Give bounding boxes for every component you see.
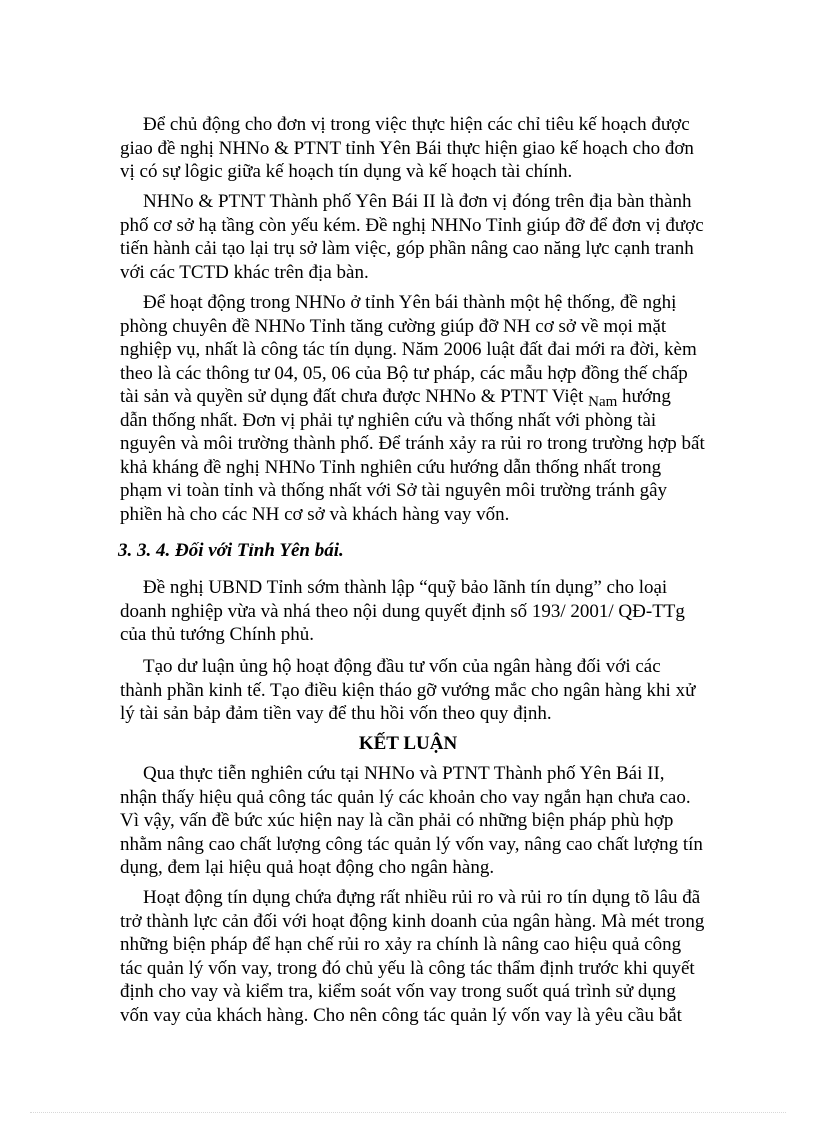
paragraph-1-line-1: Để chủ động cho đơn vị trong việc thực hiện các chỉ tiêu kế hoạch được	[143, 114, 690, 135]
paragraph-2-line-2: phố cơ sở hạ tầng còn yếu kém. Đề nghị NHNo Tỉnh giúp đỡ để đơn vị được	[120, 215, 704, 236]
paragraph-1-line-3: vị có sự lôgic giữa kế hoạch tín dụng và kế hoạch tài chính.	[120, 161, 573, 182]
paragraph-7-line-2: trở thành lực cản đối với hoạt động kinh doanh của ngân hàng. Mà mét trong	[120, 911, 705, 932]
paragraph-6-line-1: Qua thực tiễn nghiên cứu tại NHNo và PTNT Thành phố Yên Bái II,	[143, 763, 665, 784]
paragraph-3-line-5-tail: hướng	[617, 386, 671, 407]
paragraph-7-line-1: Hoạt động tín dụng chứa đựng rất nhiều rủi ro và rủi ro tín dụng tõ lâu đã	[143, 887, 701, 908]
section-heading: 3. 3. 4. Đối với Tỉnh Yên bái.	[118, 540, 344, 561]
paragraph-5-line-3: lý tài sản bảp đảm tiền vay để thu hồi vốn theo quy định.	[120, 703, 552, 724]
paragraph-3-line-10: phiền hà cho các NH cơ sở và khách hàng vay vốn.	[120, 504, 510, 525]
paragraph-7-line-5: định cho vay và kiểm tra, kiểm soát vốn vay trong suốt quá trình sử dụng	[120, 981, 676, 1002]
page-bottom-rule	[30, 1112, 786, 1113]
paragraph-2-line-3: tiến hành cải tạo lại trụ sở làm việc, góp phần nâng cao năng lực cạnh tranh	[120, 238, 694, 259]
paragraph-4-line-2: doanh nghiệp vừa và nhá theo nội dung quyết định số 193/ 2001/ QĐ-TTg	[120, 601, 685, 622]
paragraph-3-line-5	[120, 386, 671, 409]
paragraph-3-line-3: nghiệp vụ, nhất là công tác tín dụng. Năm 2006 luật đất đai mới ra đời, kèm	[120, 339, 697, 360]
conclusion-title: KẾT LUẬN	[358, 733, 458, 754]
paragraph-6-line-3: Vì vậy, vấn đề bức xúc hiện nay là cần phải có những biện pháp phù hợp	[120, 810, 674, 831]
paragraph-5-line-1: Tạo dư luận ủng hộ hoạt động đầu tư vốn của ngân hàng đối với các	[143, 656, 661, 677]
paragraph-7-line-6: vốn vay của khách hàng. Cho nên công tác quản lý vốn vay là yêu cầu bắt	[120, 1005, 682, 1026]
paragraph-3-line-7: nguyên và môi trường thành phố. Để tránh xảy ra rủi ro trong trường hợp bất	[120, 433, 705, 454]
paragraph-2-line-4: với các TCTD khác trên địa bàn.	[120, 262, 369, 283]
paragraph-4-line-1: Đề nghị UBND Tỉnh sớm thành lập “quỹ bảo lãnh tín dụng” cho loại	[143, 577, 668, 598]
paragraph-6-line-5: dụng, đem lại hiệu quả hoạt động cho ngân hàng.	[120, 857, 495, 878]
paragraph-3-line-4: theo là các thông tư 04, 05, 06 của Bộ tư pháp, các mẫu hợp đồng thế chấp	[120, 363, 688, 384]
paragraph-5-line-2: thành phần kinh tế. Tạo điều kiện tháo gỡ vướng mắc cho ngân hàng khi xử	[120, 680, 696, 701]
paragraph-3-line-9: phạm vi toàn tỉnh và thống nhất với Sở tài nguyên môi trường tránh gây	[120, 480, 668, 501]
paragraph-6-line-4: nhằm nâng cao chất lượng công tác quản lý vốn vay, nâng cao chất lượng tín	[120, 834, 703, 855]
paragraph-7-line-4: tác quản lý vốn vay, trong đó chủ yếu là công tác thẩm định trước khi quyết	[120, 958, 695, 979]
paragraph-3-line-6: dẫn thống nhất. Đơn vị phải tự nghiên cứu và thống nhất với phòng tài	[120, 410, 657, 431]
paragraph-7-line-3: những biện pháp để hạn chế rủi ro xảy ra chính là nâng cao hiệu quả công	[120, 934, 682, 955]
paragraph-3-line-5-text: tài sản và quyền sử dụng đất chưa được NHNo & PTNT Việt	[120, 386, 584, 407]
paragraph-1-line-2: giao đề nghị NHNo & PTNT tỉnh Yên Bái thực hiện giao kế hoạch cho đơn	[120, 138, 694, 159]
paragraph-4-line-3: của thủ tướng Chính phủ.	[120, 624, 314, 645]
paragraph-3-line-1: Để hoạt động trong NHNo ở tỉnh Yên bái thành một hệ thống, đề nghị	[143, 292, 677, 313]
paragraph-2-line-1: NHNo & PTNT Thành phố Yên Bái II là đơn vị đóng trên địa bàn thành	[143, 191, 692, 212]
paragraph-3-line-2: phòng chuyên đề NHNo Tỉnh tăng cường giúp đỡ NH cơ sở về mọi mặt	[120, 316, 667, 337]
paragraph-6-line-2: nhận thấy hiệu quả công tác quản lý các khoản cho vay ngắn hạn chưa cao.	[120, 787, 691, 808]
subscript-word: Nam	[588, 394, 618, 410]
paragraph-3-line-8: khả kháng đề nghị NHNo Tỉnh nghiên cứu hướng dẫn thống nhất trong	[120, 457, 662, 478]
